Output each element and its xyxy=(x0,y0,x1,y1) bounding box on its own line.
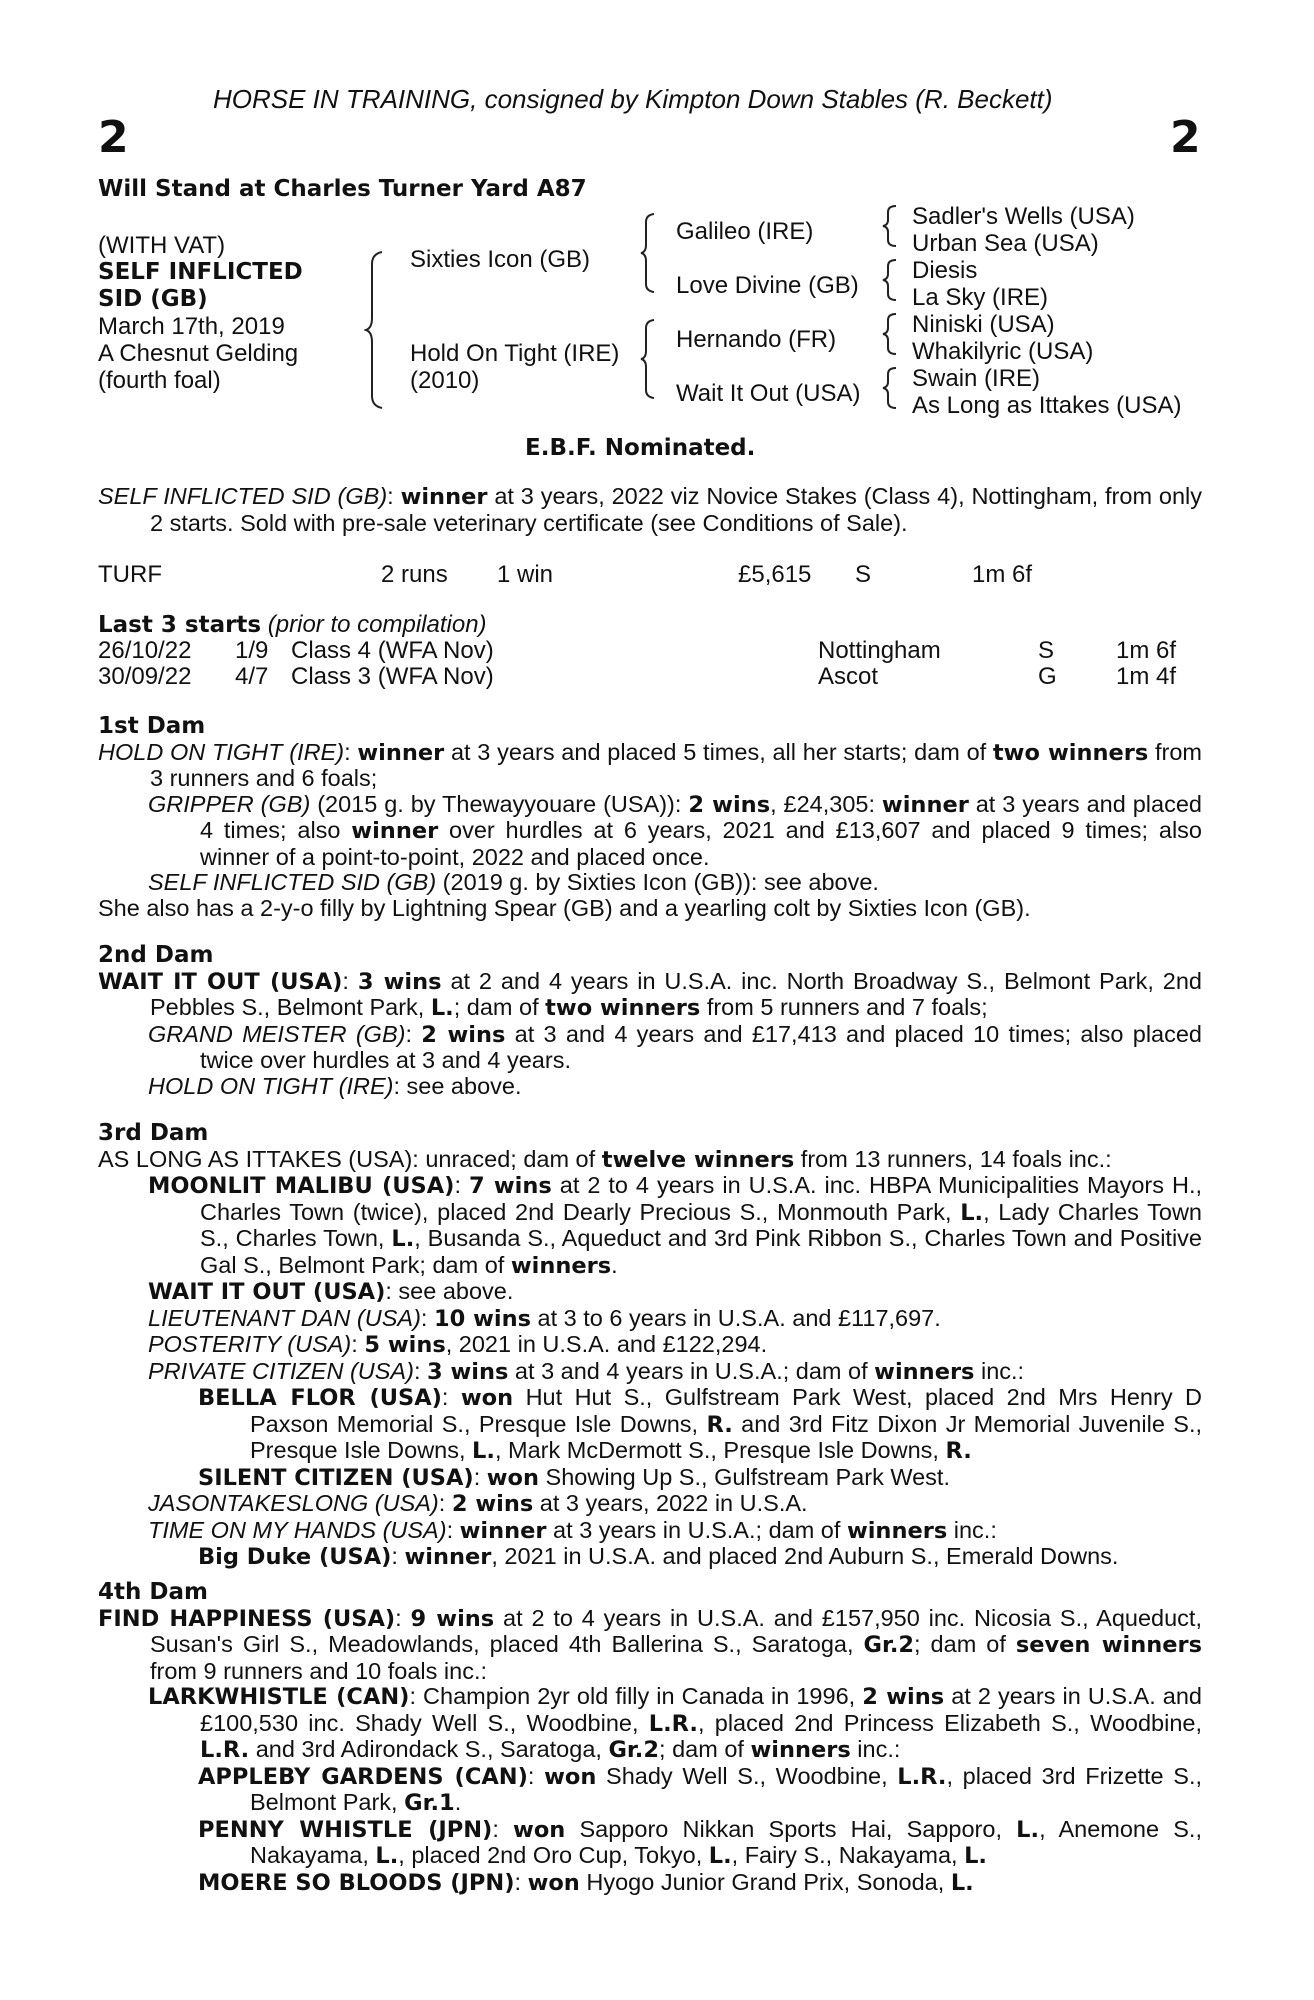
start-race: Class 4 (WFA Nov) xyxy=(291,637,494,664)
pedigree-sire: Sixties Icon (GB) xyxy=(410,246,591,273)
second-dam-heading: 2nd Dam xyxy=(98,942,214,968)
progeny-grand-meister: GRAND MEISTER (GB): 2 wins at 3 and 4 years and £17,413 and placed 10 times; also placed twice over hurdles at 3 and 4 years. xyxy=(148,1020,1203,1073)
summary-block xyxy=(98,484,1202,536)
fourth-dam-paragraph: FIND HAPPINESS (USA): 9 wins at 2 to 4 years in U.S.A. and £157,950 inc. Nicosia S., Aqueduct, Susan's Girl S., Meadowlands, placed 4th Ballerina S., Saratoga, Gr.2; dam of seven winners from 9 runners and 10 foals inc.: xyxy=(98,1604,1202,1684)
start-course: Ascot xyxy=(818,663,879,690)
last-starts-note: (prior to compilation) xyxy=(267,611,487,638)
pedigree-brace-2 xyxy=(640,212,660,294)
pedigree-gen3-7: Swain (IRE) xyxy=(912,365,1041,392)
third-dam-paragraph: AS LONG AS ITTAKES (USA): unraced; dam of twelve winners from 13 runners, 14 foals inc.: xyxy=(98,1145,1112,1173)
horse-dob: March 17th, 2019 xyxy=(98,313,285,340)
turf-prize: £5,615 xyxy=(738,561,812,588)
first-dam-heading: 1st Dam xyxy=(98,713,206,739)
first-dam-section xyxy=(98,714,1202,921)
second-dam-paragraph: WAIT IT OUT (USA): 3 wins at 2 and 4 years in U.S.A. inc. North Broadway S., Belmont Park, 2nd Pebbles S., Belmont Park, L.; dam of two winners from 5 runners and 7 foals; xyxy=(98,967,1202,1021)
horse-description: A Chesnut Gelding xyxy=(98,340,299,367)
pedigree-gen3-1: Sadler's Wells (USA) xyxy=(912,203,1135,230)
start-date: 30/09/22 xyxy=(98,663,192,690)
pedigree-brace-4 xyxy=(882,204,900,248)
pedigree-brace-5 xyxy=(882,258,900,302)
progeny-moere-so-bloods: MOERE SO BLOODS (JPN): won Hyogo Junior Grand Prix, Sonoda, L. xyxy=(198,1868,974,1896)
pedigree-dam-year: (2010) xyxy=(410,367,480,394)
first-dam-also: She also has a 2-y-o filly by Lightning Spear (GB) and a yearling colt by Sixties Icon (GB). xyxy=(98,894,1031,921)
pedigree-gen3-5: Niniski (USA) xyxy=(912,311,1055,338)
progeny-private-citizen: PRIVATE CITIZEN (USA): 3 wins at 3 and 4 years in U.S.A.; dam of winners inc.: xyxy=(148,1357,1025,1385)
ebf-nominated: E.B.F. Nominated. xyxy=(525,435,756,461)
progeny-lieutenant-dan: LIEUTENANT DAN (USA): 10 wins at 3 to 6 years in U.S.A. and £117,697. xyxy=(148,1304,941,1332)
progeny-bella-flor: BELLA FLOR (USA): won Hut Hut S., Gulfstream Park West, placed 2nd Mrs Henry D Paxson Memorial S., Presque Isle Downs, R. and 3rd Fitz Dixon Jr Memorial Juvenile S., Presque Isle Downs, L., Mark McDermott S., Presque Isle Downs, R. xyxy=(198,1384,1202,1464)
pedigree-gen3-3: Diesis xyxy=(912,257,978,284)
fourth-dam-name: FIND HAPPINESS (USA) xyxy=(98,1605,396,1632)
pedigree-brace-6 xyxy=(882,312,900,356)
start-race: Class 3 (WFA Nov) xyxy=(291,663,494,690)
horse-foal: (fourth foal) xyxy=(98,367,221,394)
progeny-posterity: POSTERITY (USA): 5 wins, 2021 in U.S.A. and £122,294. xyxy=(148,1331,768,1358)
progeny-larkwhistle: LARKWHISTLE (CAN): Champion 2yr old filly in Canada in 1996, 2 wins at 2 years in U.S.A. and £100,530 inc. Shady Well S., Woodbine, L.R., placed 2nd Princess Elizabeth S., Woodbine, L.R. and 3rd Adirondack S., Saratoga, Gr.2; dam of winners inc.: xyxy=(148,1683,1202,1763)
first-dam-name: HOLD ON TIGHT (IRE) xyxy=(98,738,345,765)
third-dam-section xyxy=(98,1121,1202,1571)
progeny-appleby-gardens: APPLEBY GARDENS (CAN): won Shady Well S., Woodbine, L.R., placed 3rd Frizette S., Belmont Park, Gr.1. xyxy=(198,1762,1203,1816)
turf-surface: TURF xyxy=(98,561,162,588)
progeny-self-inflicted-sid: SELF INFLICTED SID (GB) (2019 g. by Sixties Icon (GB)): see above. xyxy=(148,869,879,895)
turf-runs: 2 runs xyxy=(381,561,448,588)
horse-name-line1: SELF INFLICTED xyxy=(98,259,303,285)
progeny-jasontakeslong: JASONTAKESLONG (USA): 2 wins at 3 years, 2022 in U.S.A. xyxy=(148,1490,808,1517)
fourth-dam-heading: 4th Dam xyxy=(98,1579,208,1605)
stand-location: Will Stand at Charles Turner Yard A87 xyxy=(98,176,587,202)
pedigree-brace-1 xyxy=(364,250,388,410)
page-title: HORSE IN TRAINING, consigned by Kimpton Down Stables (R. Beckett) xyxy=(213,84,1053,114)
horse-name-line2: SID (GB) xyxy=(98,286,208,312)
progeny-silent-citizen: SILENT CITIZEN (USA): won Showing Up S., Gulfstream Park West. xyxy=(198,1463,950,1491)
start-position: 4/7 xyxy=(235,663,269,690)
pedigree-dam: Hold On Tight (IRE) xyxy=(410,340,620,367)
third-dam-heading: 3rd Dam xyxy=(98,1120,209,1146)
pedigree-brace-3 xyxy=(640,318,660,400)
turf-going: S xyxy=(855,561,872,588)
start-going: S xyxy=(1038,637,1055,664)
progeny-hold-on-tight: HOLD ON TIGHT (IRE): see above. xyxy=(148,1072,522,1099)
turf-wins: 1 win xyxy=(497,561,554,588)
progeny-moonlit-malibu: MOONLIT MALIBU (USA): 7 wins at 2 to 4 years in U.S.A. inc. HBPA Municipalities Mayors H., Charles Town (twice), placed 2nd Dearly Precious S., Monmouth Park, L., Lady Charles Town S., Charles Town, L., Busanda S., Aqueduct and 3rd Pink Ribbon S., Charles Town and Positive Gal S., Belmont Park; dam of winners. xyxy=(148,1172,1202,1279)
pedigree-dam-sire: Hernando (FR) xyxy=(676,326,837,353)
start-distance: 1m 4f xyxy=(1116,663,1177,690)
pedigree-brace-7 xyxy=(882,366,900,410)
pedigree-sire-sire: Galileo (IRE) xyxy=(676,218,814,245)
pedigree-gen3-8: As Long as Ittakes (USA) xyxy=(912,392,1182,419)
pedigree-gen3-6: Whakilyric (USA) xyxy=(912,338,1094,365)
start-going: G xyxy=(1038,663,1057,690)
progeny-wait-it-out: WAIT IT OUT (USA): see above. xyxy=(148,1278,514,1305)
start-position: 1/9 xyxy=(235,637,269,664)
turf-distance: 1m 6f xyxy=(972,561,1033,588)
progeny-gripper: GRIPPER (GB) (2015 g. by Thewayyouare (USA)): 2 wins, £24,305: winner at 3 years and placed 4 times; also winner over hurdles at 6 years, 2021 and £13,607 and placed 9 times; also winner of a point-to-point, 2022 and placed once. xyxy=(148,790,1202,870)
progeny-big-duke: Big Duke (USA): winner, 2021 in U.S.A. and placed 2nd Auburn S., Emerald Downs. xyxy=(198,1543,1119,1570)
last-starts-heading: Last 3 starts xyxy=(98,612,262,638)
second-dam-section xyxy=(98,943,1202,1099)
summary-paragraph: SELF INFLICTED SID (GB): winner at 3 years, 2022 viz Novice Stakes (Class 4), Nottingham, from only 2 starts. Sold with pre-sale veterinary certificate (see Conditions of Sale). xyxy=(98,483,1203,536)
start-course: Nottingham xyxy=(818,637,941,664)
start-date: 26/10/22 xyxy=(98,637,192,664)
lot-number-left: 2 xyxy=(98,112,129,163)
summary-horse-name: SELF INFLICTED SID (GB) xyxy=(98,483,388,509)
pedigree-gen3-2: Urban Sea (USA) xyxy=(912,230,1099,257)
progeny-time-on-my-hands: TIME ON MY HANDS (USA): winner at 3 years in U.S.A.; dam of winners inc.: xyxy=(148,1516,997,1544)
second-dam-name: WAIT IT OUT (USA) xyxy=(98,968,343,995)
start-distance: 1m 6f xyxy=(1116,637,1177,664)
vat-note: (WITH VAT) xyxy=(98,232,226,259)
pedigree-dam-dam: Wait It Out (USA) xyxy=(676,380,861,407)
pedigree-gen3-4: La Sky (IRE) xyxy=(912,284,1049,311)
pedigree-sire-dam: Love Divine (GB) xyxy=(676,272,859,299)
fourth-dam-section xyxy=(98,1580,1202,1896)
progeny-penny-whistle: PENNY WHISTLE (JPN): won Sapporo Nikkan Sports Hai, Sapporo, L., Anemone S., Nakayama, L., placed 2nd Oro Cup, Tokyo, L., Fairy S., Nakayama, L. xyxy=(198,1815,1202,1869)
lot-number-right: 2 xyxy=(1170,112,1201,163)
first-dam-paragraph: HOLD ON TIGHT (IRE): winner at 3 years and placed 5 times, all her starts; dam of two winners from 3 runners and 6 foals; xyxy=(98,738,1202,791)
